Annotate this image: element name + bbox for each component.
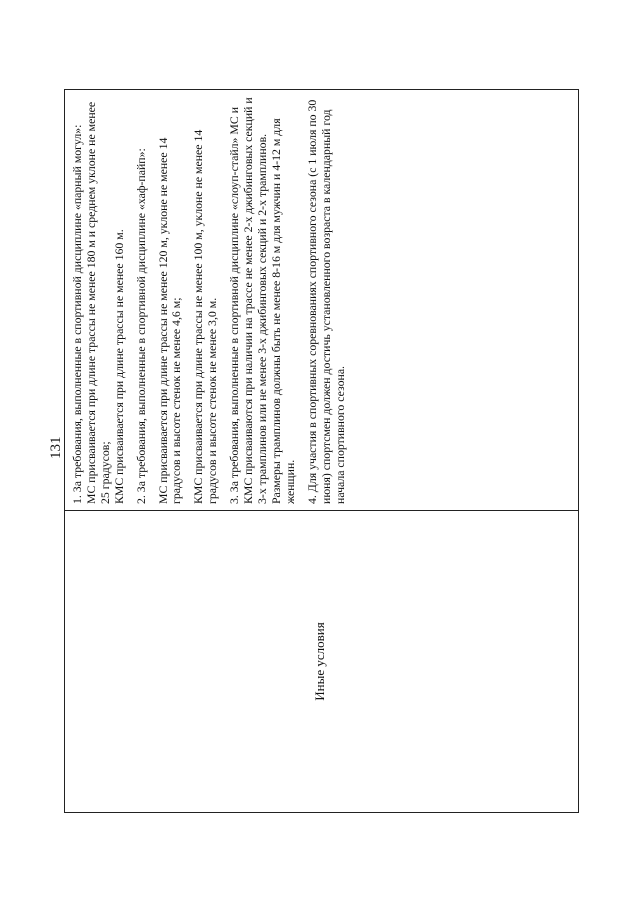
paragraph-1-ms: МС присваивается при длине трассы не менее 180 м и среднем уклоне не менее 25 градусов; — [83, 101, 112, 504]
paragraph-2-kms: КМС присваивается при длине трассы не менее 100 м, уклоне не менее 14 градусов и высоте стенок не менее 3,0 м. — [191, 129, 220, 504]
paragraph-4: 4. Для участия в спортивных соревнованиях спортивного сезона (с 1 июля по 30 июня) спортсмен должен достичь установленного возраста в календарный год начала спортивного сезона. — [304, 99, 347, 504]
paragraph-1-kms: КМС присваивается при длине трассы не менее 160 м. — [111, 229, 126, 504]
page-number: 131 — [48, 436, 64, 459]
table-content-cell — [65, 90, 578, 510]
table-label-cell — [65, 510, 578, 812]
table-label: Иные условия — [311, 622, 327, 701]
paragraph-1-heading: 1. За требования, выполненные в спортивной дисциплине «парный могул»: — [70, 124, 84, 504]
paragraph-2-ms: МС присваивается при длине трассы не менее 120 м, уклоне не менее 14 градусов и высоте стенок не менее 4,6 м; — [155, 137, 184, 504]
paragraph-3: 3. За требования, выполненные в спортивной дисциплине «слоуп-стайл» МС и КМС присваиваются при наличии на трассе не менее 2-х джибинговых секций и 3-х трамплинов или не менее 3-х джибинговых секций и 2-х трамплинов. Размеры трамплинов должны быть не менее 8-16 м для мужчин и 4-12 м для женщин. — [227, 97, 297, 504]
paragraph-2-heading: 2. За требования, выполненные в спортивной дисциплине «хаф-пайп»: — [133, 148, 148, 504]
requirements-table — [64, 89, 579, 813]
